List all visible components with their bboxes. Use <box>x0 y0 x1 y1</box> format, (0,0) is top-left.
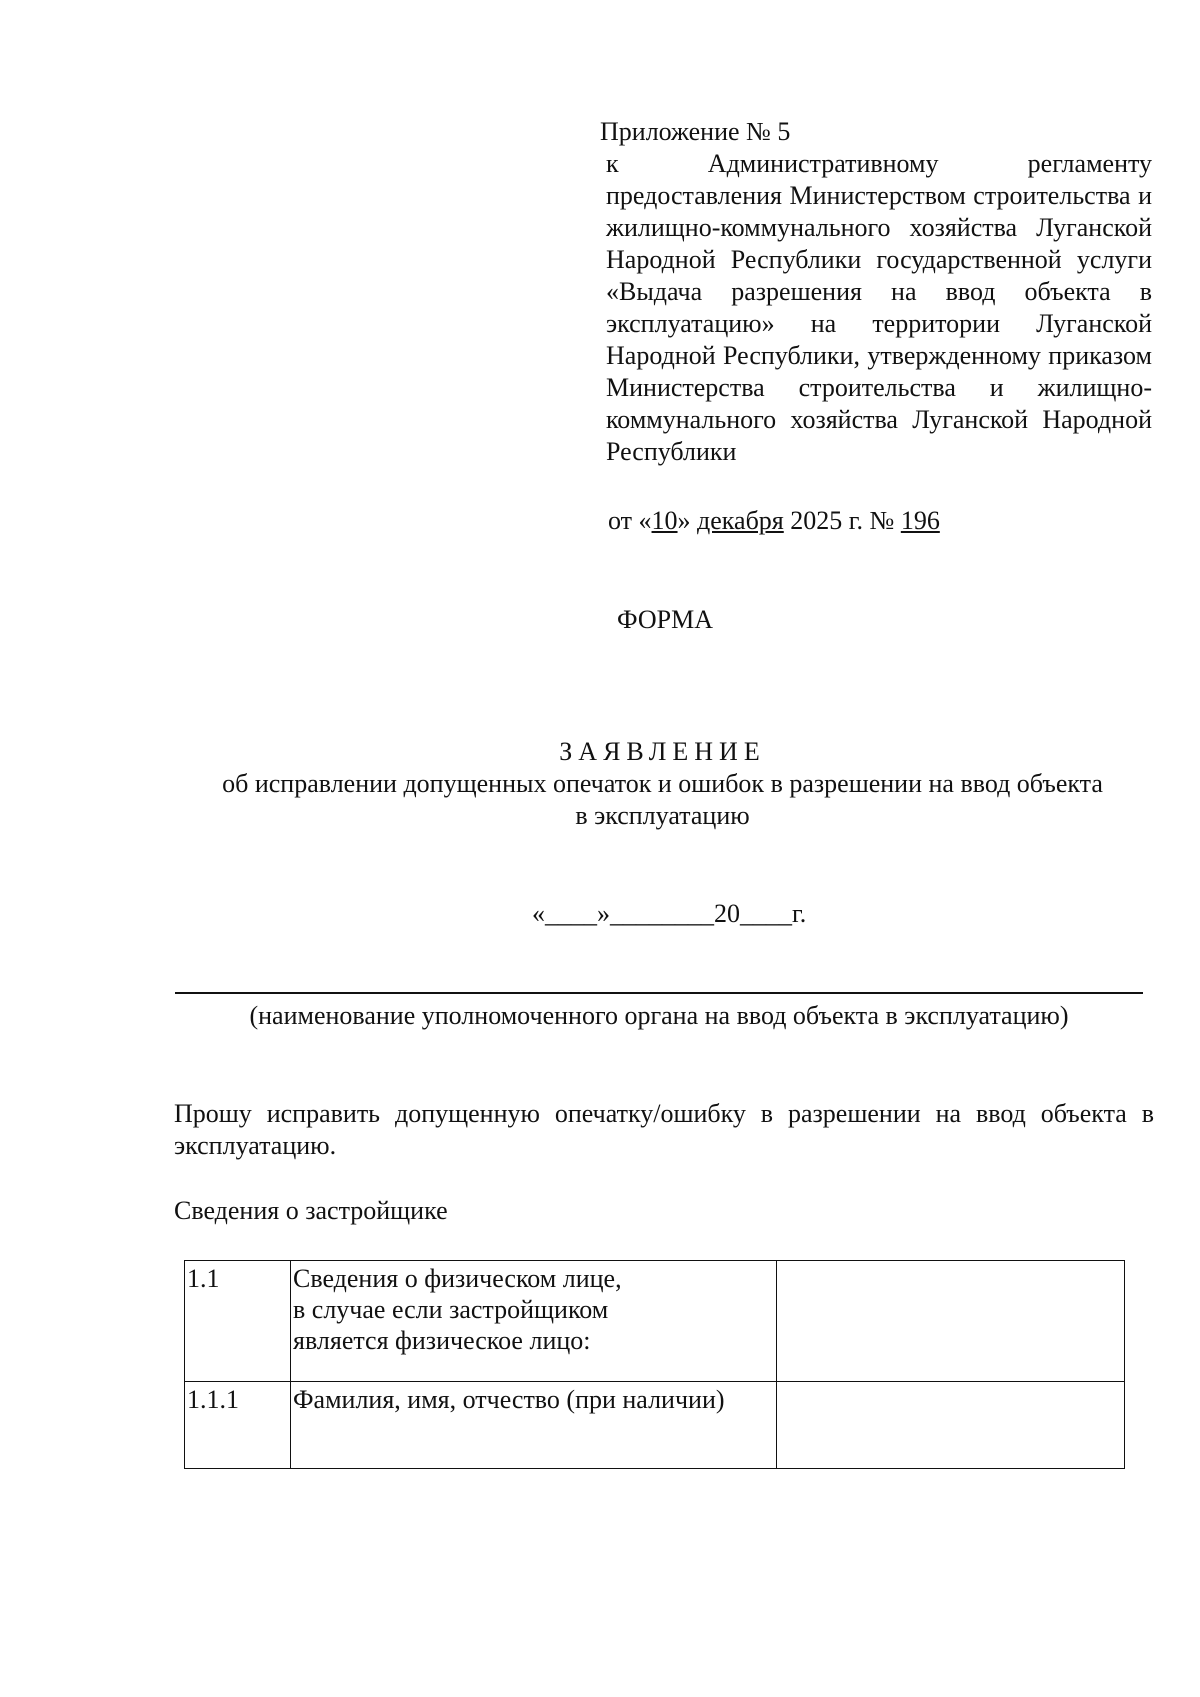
row-label: Фамилия, имя, отчество (при наличии) <box>291 1382 777 1469</box>
date-day: 10 <box>651 506 678 535</box>
date-month: декабря <box>697 506 784 535</box>
row-number: 1.1 <box>185 1261 291 1382</box>
table-row <box>185 1261 1125 1382</box>
authority-caption: (наименование уполномоченного органа на ввод объекта в эксплуатацию) <box>249 1001 1069 1030</box>
date-field[interactable]: «____»________20____г. <box>532 899 807 928</box>
row-value-field[interactable] <box>777 1382 1125 1469</box>
statement-subtitle-line1: об исправлении допущенных опечаток и ошибок в разрешении на ввод объекта <box>222 769 1103 798</box>
date-year: 2025 г. № <box>783 506 901 535</box>
developer-heading: Сведения о застройщике <box>174 1196 448 1225</box>
appendix-date <box>608 505 940 537</box>
row-value-field[interactable] <box>777 1261 1125 1382</box>
authority-input-line[interactable] <box>175 992 1143 994</box>
order-number: 196 <box>900 506 940 535</box>
request-text: Прошу исправить допущенную опечатку/ошибку в разрешении на ввод объекта в эксплуатацию. <box>174 1099 1154 1160</box>
appendix-body: к Административному регламенту предоставления Министерством строительства и жилищно-коммунального хозяйства Луганской Народной Республики государственной услуги «Выдача разрешения на ввод объекта в эксплуатацию» на территории Луганской Народной Республики, утвержденному приказом Министерства строительства и жилищно-коммунального хозяйства Луганской Народной Республики <box>606 149 1152 466</box>
developer-info-table <box>184 1260 1125 1469</box>
statement-subtitle-line2: в эксплуатацию <box>575 801 750 830</box>
statement-title: ЗАЯВЛЕНИЕ <box>559 737 766 766</box>
form-label: ФОРМА <box>617 605 713 634</box>
row-number: 1.1.1 <box>185 1382 291 1469</box>
date-prefix: от « <box>608 506 652 535</box>
table-row <box>185 1382 1125 1469</box>
appendix-title: Приложение № 5 <box>600 117 791 146</box>
date-mid: » <box>677 506 698 535</box>
row-label: Сведения о физическом лице, в случае если застройщиком является физическое лицо: <box>291 1261 777 1382</box>
